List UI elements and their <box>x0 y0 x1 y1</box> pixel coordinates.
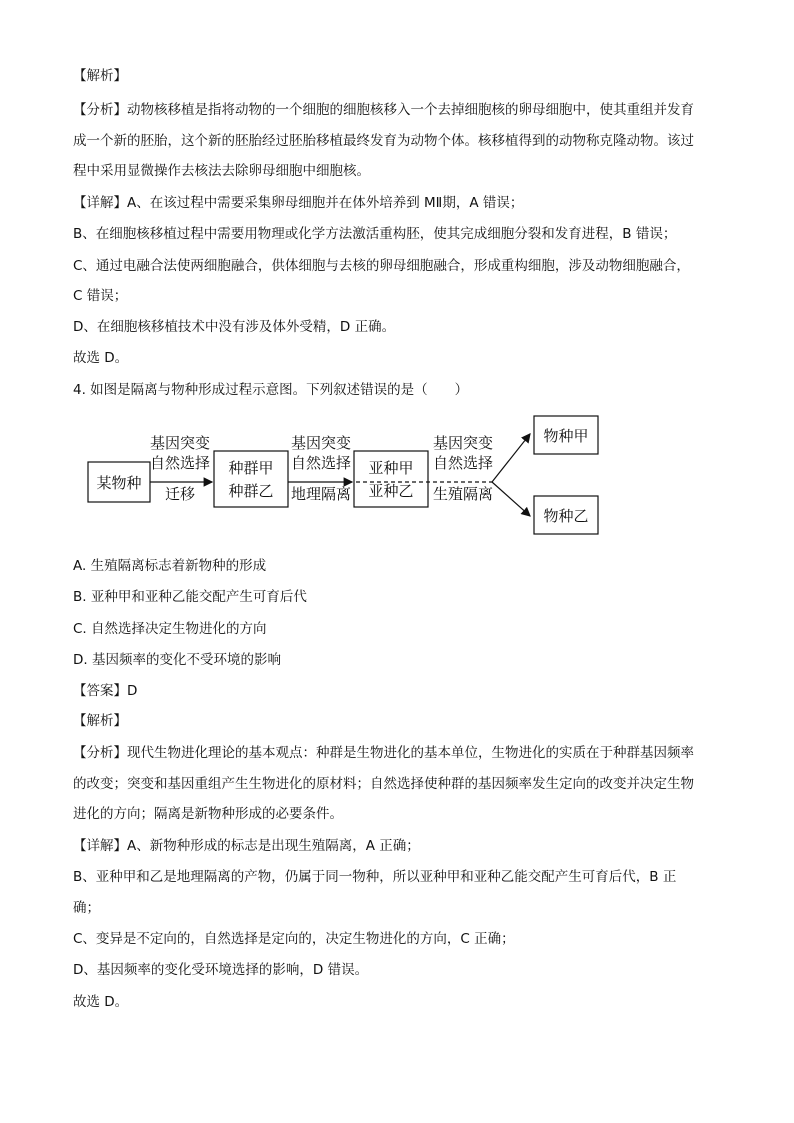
analysis-text-line: 的改变；突变和基因重组产生生物进化的原材料；自然选择使种群的基因频率发生定向的改变并决定生物 <box>73 776 694 792</box>
arrow2-label-mid: 自然选择 <box>290 454 352 472</box>
species-a-label: 物种甲 <box>543 427 589 445</box>
detail-text-line: C 错误； <box>73 288 128 304</box>
option-d: D. 基因频率的变化不受环境的影响 <box>73 652 281 668</box>
analysis-text-line: 进化的方向；隔离是新物种形成的必要条件。 <box>73 806 343 822</box>
arrow1-label-top: 基因突变 <box>149 434 211 452</box>
analysis-text-line: 程中采用显微操作去核法去除卵母细胞中细胞核。 <box>73 163 370 179</box>
detail-text-line: B、亚种甲和乙是地理隔离的产物，仍属于同一物种，所以亚种甲和亚种乙能交配产生可育后代，B 正 <box>73 869 677 885</box>
detail-text-line: C、变异是不定向的，自然选择是定向的，决定生物进化的方向，C 正确； <box>73 931 515 947</box>
arrow2-label-top: 基因突变 <box>290 434 352 452</box>
answer-line: 【答案】D <box>73 683 138 699</box>
population-label-b: 种群乙 <box>228 482 274 500</box>
subspecies-label-b: 亚种乙 <box>368 482 414 500</box>
arrow3-label-top: 基因突变 <box>432 434 494 452</box>
option-c: C. 自然选择决定生物进化的方向 <box>73 621 267 637</box>
species-b-label: 物种乙 <box>543 507 589 525</box>
branch-arrow-up <box>492 434 530 482</box>
detail-text-line: D、基因频率的变化受环境选择的影响，D 错误。 <box>73 962 369 978</box>
analysis-text-line: 成一个新的胚胎，这个新的胚胎经过胚胎移植最终发育为动物个体。核移植得到的动物称克隆动物。该过 <box>73 133 694 149</box>
arrow1-label-bottom: 迁移 <box>164 485 196 503</box>
analysis-heading: 【解析】 <box>73 68 127 84</box>
start-species-label: 某物种 <box>96 474 142 492</box>
subspecies-label-a: 亚种甲 <box>368 459 414 477</box>
detail-text-line: 【详解】A、在该过程中需要采集卵母细胞并在体外培养到 MⅡ期，A 错误； <box>73 195 524 211</box>
analysis-text-line: 【分析】现代生物进化理论的基本观点：种群是生物进化的基本单位，生物进化的实质在于种群基因频率 <box>73 745 694 761</box>
option-b: B. 亚种甲和亚种乙能交配产生可育后代 <box>73 589 307 605</box>
detail-text-line: C、通过电融合法使两细胞融合，供体细胞与去核的卵母细胞融合，形成重构细胞，涉及动物细胞融合， <box>73 258 690 274</box>
conclusion-line: 故选 D。 <box>73 994 129 1010</box>
analysis-heading: 【解析】 <box>73 713 127 729</box>
question-stem: 4. 如图是隔离与物种形成过程示意图。下列叙述错误的是（ ） <box>73 382 469 398</box>
arrow3-label-mid: 自然选择 <box>432 454 494 472</box>
arrow1-label-mid: 自然选择 <box>149 454 211 472</box>
option-a: A. 生殖隔离标志着新物种的形成 <box>73 558 267 574</box>
branch-arrow-down <box>492 482 530 516</box>
detail-text-line: B、在细胞核移植过程中需要用物理或化学方法激活重构胚，使其完成细胞分裂和发育进程，B 错误； <box>73 226 677 242</box>
arrow2-label-bottom: 地理隔离 <box>290 485 352 503</box>
arrow3-label-bottom: 生殖隔离 <box>432 485 494 503</box>
detail-text-line: 【详解】A、新物种形成的标志是出现生殖隔离，A 正确； <box>73 838 420 854</box>
detail-text-line: D、在细胞核移植技术中没有涉及体外受精，D 正确。 <box>73 319 396 335</box>
population-label-a: 种群甲 <box>228 459 274 477</box>
detail-text-line: 确； <box>73 900 100 916</box>
conclusion-line: 故选 D。 <box>73 350 129 366</box>
speciation-diagram <box>84 410 624 540</box>
analysis-text-line: 【分析】动物核移植是指将动物的一个细胞的细胞核移入一个去掉细胞核的卵母细胞中，使其重组并发育 <box>73 102 694 118</box>
